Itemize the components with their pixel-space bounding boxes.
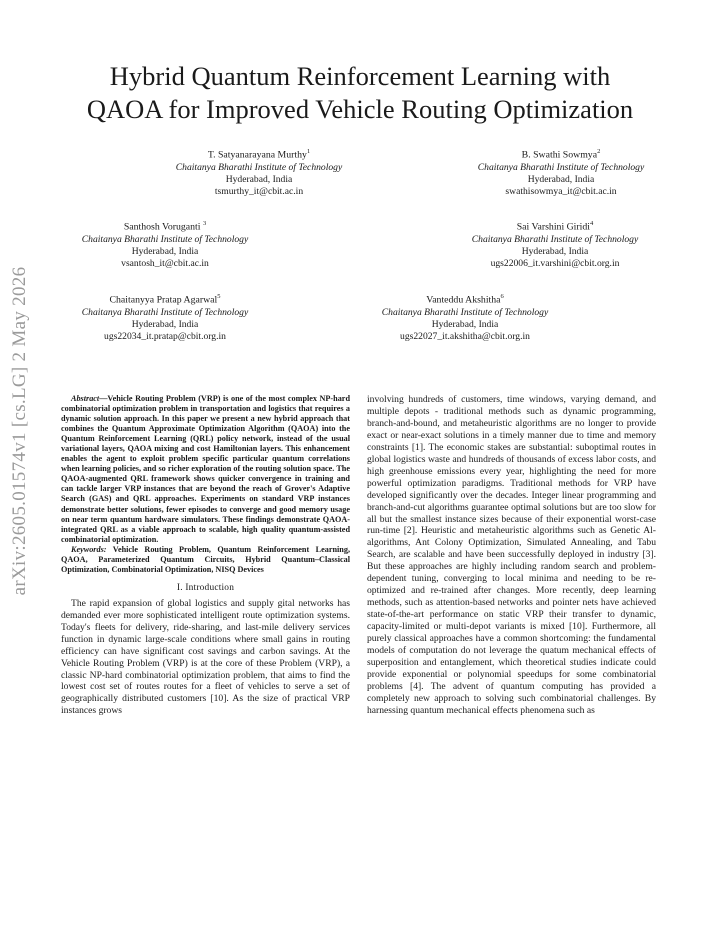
author-affiliation-number: 4 <box>590 220 594 227</box>
author-block-4 <box>430 218 680 271</box>
author-affiliation: Chaitanya Bharathi Institute of Technology <box>175 161 343 173</box>
author-location: Hyderabad, India <box>131 319 199 331</box>
author-affiliation-number: 3 <box>202 220 207 227</box>
author-email[interactable]: ugs22034_it.pratap@cbit.org.in <box>104 331 226 343</box>
arxiv-identifier: arXiv:2605.01574v1 [cs.LG] 2 May 2026 <box>9 266 30 596</box>
author-block-3 <box>40 218 290 271</box>
author-name: B. Swathi Sowmya <box>521 149 598 161</box>
author-name: Vanteddu Akshitha <box>426 294 501 306</box>
author-location: Hyderabad, India <box>131 246 199 258</box>
intro-paragraph-right: involving hundreds of customers, time windows, varying demand, and multiple depots - traditional methods such as dynamic programming, branch-and-bound, and metaheuristic algorithms are no longer to provide exact or near-exact solutions in a timely manner due to time and memory constraints [1]. The economic stakes are substantial: suboptimal routes in global logistics waste and hundreds of thousands of excess labor costs, and high greenhouse emissions every year, highlighting the need for more powerful optimization paradigms. Traditional methods for VRP have developed significantly over the decades. Integer linear programming and branch-and-cut algorithms guarantee optimal solutions but are too slow for all but the smallest instance sizes because of their exponential worst-case run-time [2]. Heuristic and metaheuristic algorithms such as Genetic Al- algorithms, Ant Colony Optimization, Simulated Annealing, and Tabu Search, are scalable and have been successfully deployed in industry [3]. But these approaches are highly including random search and problem-dependent tuning, converging to local minima and needing to be re-optimized and re-trained after changes. More recently, deep learning methods, such as attention-based networks and pointer nets have achieved state-of-the-art performance on static VRP their transfer to dynamic, capacity-limited or multi-depot variants is mixed [10]. Furthermore, all purely classical approaches have a common shortcoming: the fundamental models of computation do not leverage the quatum mechanical effects of superposition and entanglement, which theoretical studies indicate could provide exponential or polynomial speedups for some combinatorial problems [4]. The advent of quantum computing has provided a completely new approach to solving such combinatorial challenges. By harnessing quantum mechanical effects phenomena such as <box>367 394 656 716</box>
author-location: Hyderabad, India <box>225 174 293 186</box>
author-name: Chaitanyya Pratap Agarwal <box>109 294 218 306</box>
author-affiliation: Chaitanya Bharathi Institute of Technology <box>477 161 645 173</box>
author-email[interactable]: tsmurthy_it@cbit.ac.in <box>214 186 304 198</box>
author-affiliation-number: 5 <box>217 293 221 300</box>
right-column <box>367 394 656 717</box>
section-heading-introduction: I. Introduction <box>176 582 235 593</box>
keywords <box>61 545 350 575</box>
author-email[interactable]: ugs22006_it.varshini@cbit.org.in <box>490 258 620 270</box>
author-location: Hyderabad, India <box>431 319 499 331</box>
author-name: Santhosh Voruganti <box>123 221 201 233</box>
author-block-6 <box>340 291 590 344</box>
keywords-label: Keywords: <box>71 544 107 554</box>
author-affiliation-number: 2 <box>597 148 601 155</box>
title-line-1: Hybrid Quantum Reinforcement Learning with <box>109 61 611 91</box>
author-email[interactable]: swathisowmya_it@cbit.ac.in <box>505 186 617 198</box>
keywords-text: Vehicle Routing Problem, Quantum Reinforcement Learning, QAOA, Parameterized Quantum Circuits, Hybrid Quantum–Classical Optimization, Combinatorial Optimization, NISQ Devices <box>61 544 351 574</box>
author-affiliation: Chaitanya Bharathi Institute of Technology <box>471 233 639 245</box>
author-block-2 <box>436 146 686 199</box>
intro-paragraph-left: The rapid expansion of global logistics and supply gital networks has demanded ever more sophisticated intelligent route optimization systems. Today's fleets for delivery, ride-sharing, and last-mile delivery services function in dynamic large-scale conditions where small gains in routing efficiency can have significant cost savings and carbon savings. At the Vehicle Routing Problem (VRP) is at the core of these Problem (VRP), a classic NP-hard combinatorial optimization problem, that aims to find the lowest cost set of routes routes for a fleet of vehicles to serve a set of geographically distributed customers [10]. As the size of practical VRP instances grows <box>61 597 350 717</box>
author-block-1 <box>134 146 384 199</box>
title-line-2: QAOA for Improved Vehicle Routing Optimization <box>86 94 634 124</box>
author-location: Hyderabad, India <box>527 174 595 186</box>
author-affiliation-number: 1 <box>306 148 311 155</box>
author-affiliation-number: 6 <box>500 293 504 300</box>
author-name: T. Satyanarayana Murthy <box>207 149 307 161</box>
author-name: Sai Varshini Giridi <box>516 221 591 233</box>
author-block-5 <box>40 291 290 344</box>
author-affiliation: Chaitanya Bharathi Institute of Technology <box>381 306 549 318</box>
author-email[interactable]: vsantosh_it@cbit.ac.in <box>121 258 209 270</box>
author-location: Hyderabad, India <box>521 246 589 258</box>
abstract <box>61 394 350 545</box>
author-email[interactable]: ugs22027_it.akshitha@cbit.org.in <box>400 331 530 343</box>
author-affiliation: Chaitanya Bharathi Institute of Technology <box>81 233 249 245</box>
author-affiliation: Chaitanya Bharathi Institute of Technology <box>81 306 249 318</box>
paper-title <box>40 60 680 126</box>
abstract-label: Abstract <box>71 394 100 403</box>
abstract-text: —Vehicle Routing Problem (VRP) is one of the most complex NP-hard combinatorial optimization problem in transportation and logistics that requires a dynamic solution approach. In this paper we present a new hybrid approach that combines the Quantum Approximate Optimization Algorithm (QAOA) into the Quantum Reinforcement Learning (QRL) policy network, instead of the usual variational layers, QAOA mixing and cost Hamiltonian layers. This enhancement enables the agent to exploit problem specific particular quantum correlations when learning policies, and so richer exploration of the routing solution space. The QAOA-augmented QRL framework shows quicker convergence in training and can tackle larger VRP instances that are beyond the reach of Grover's Adaptive Search (GAS) and QRL approaches. Experiments on standard VRP instances demonstrate better solutions, fewer episodes to converge and good memory usage on near term quantum hardware simulators. These findings demonstrate QAOA- integrated QRL as a viable approach to scalable, high quality quantum-assisted combinatorial optimization. <box>61 394 350 544</box>
left-column <box>61 394 350 717</box>
